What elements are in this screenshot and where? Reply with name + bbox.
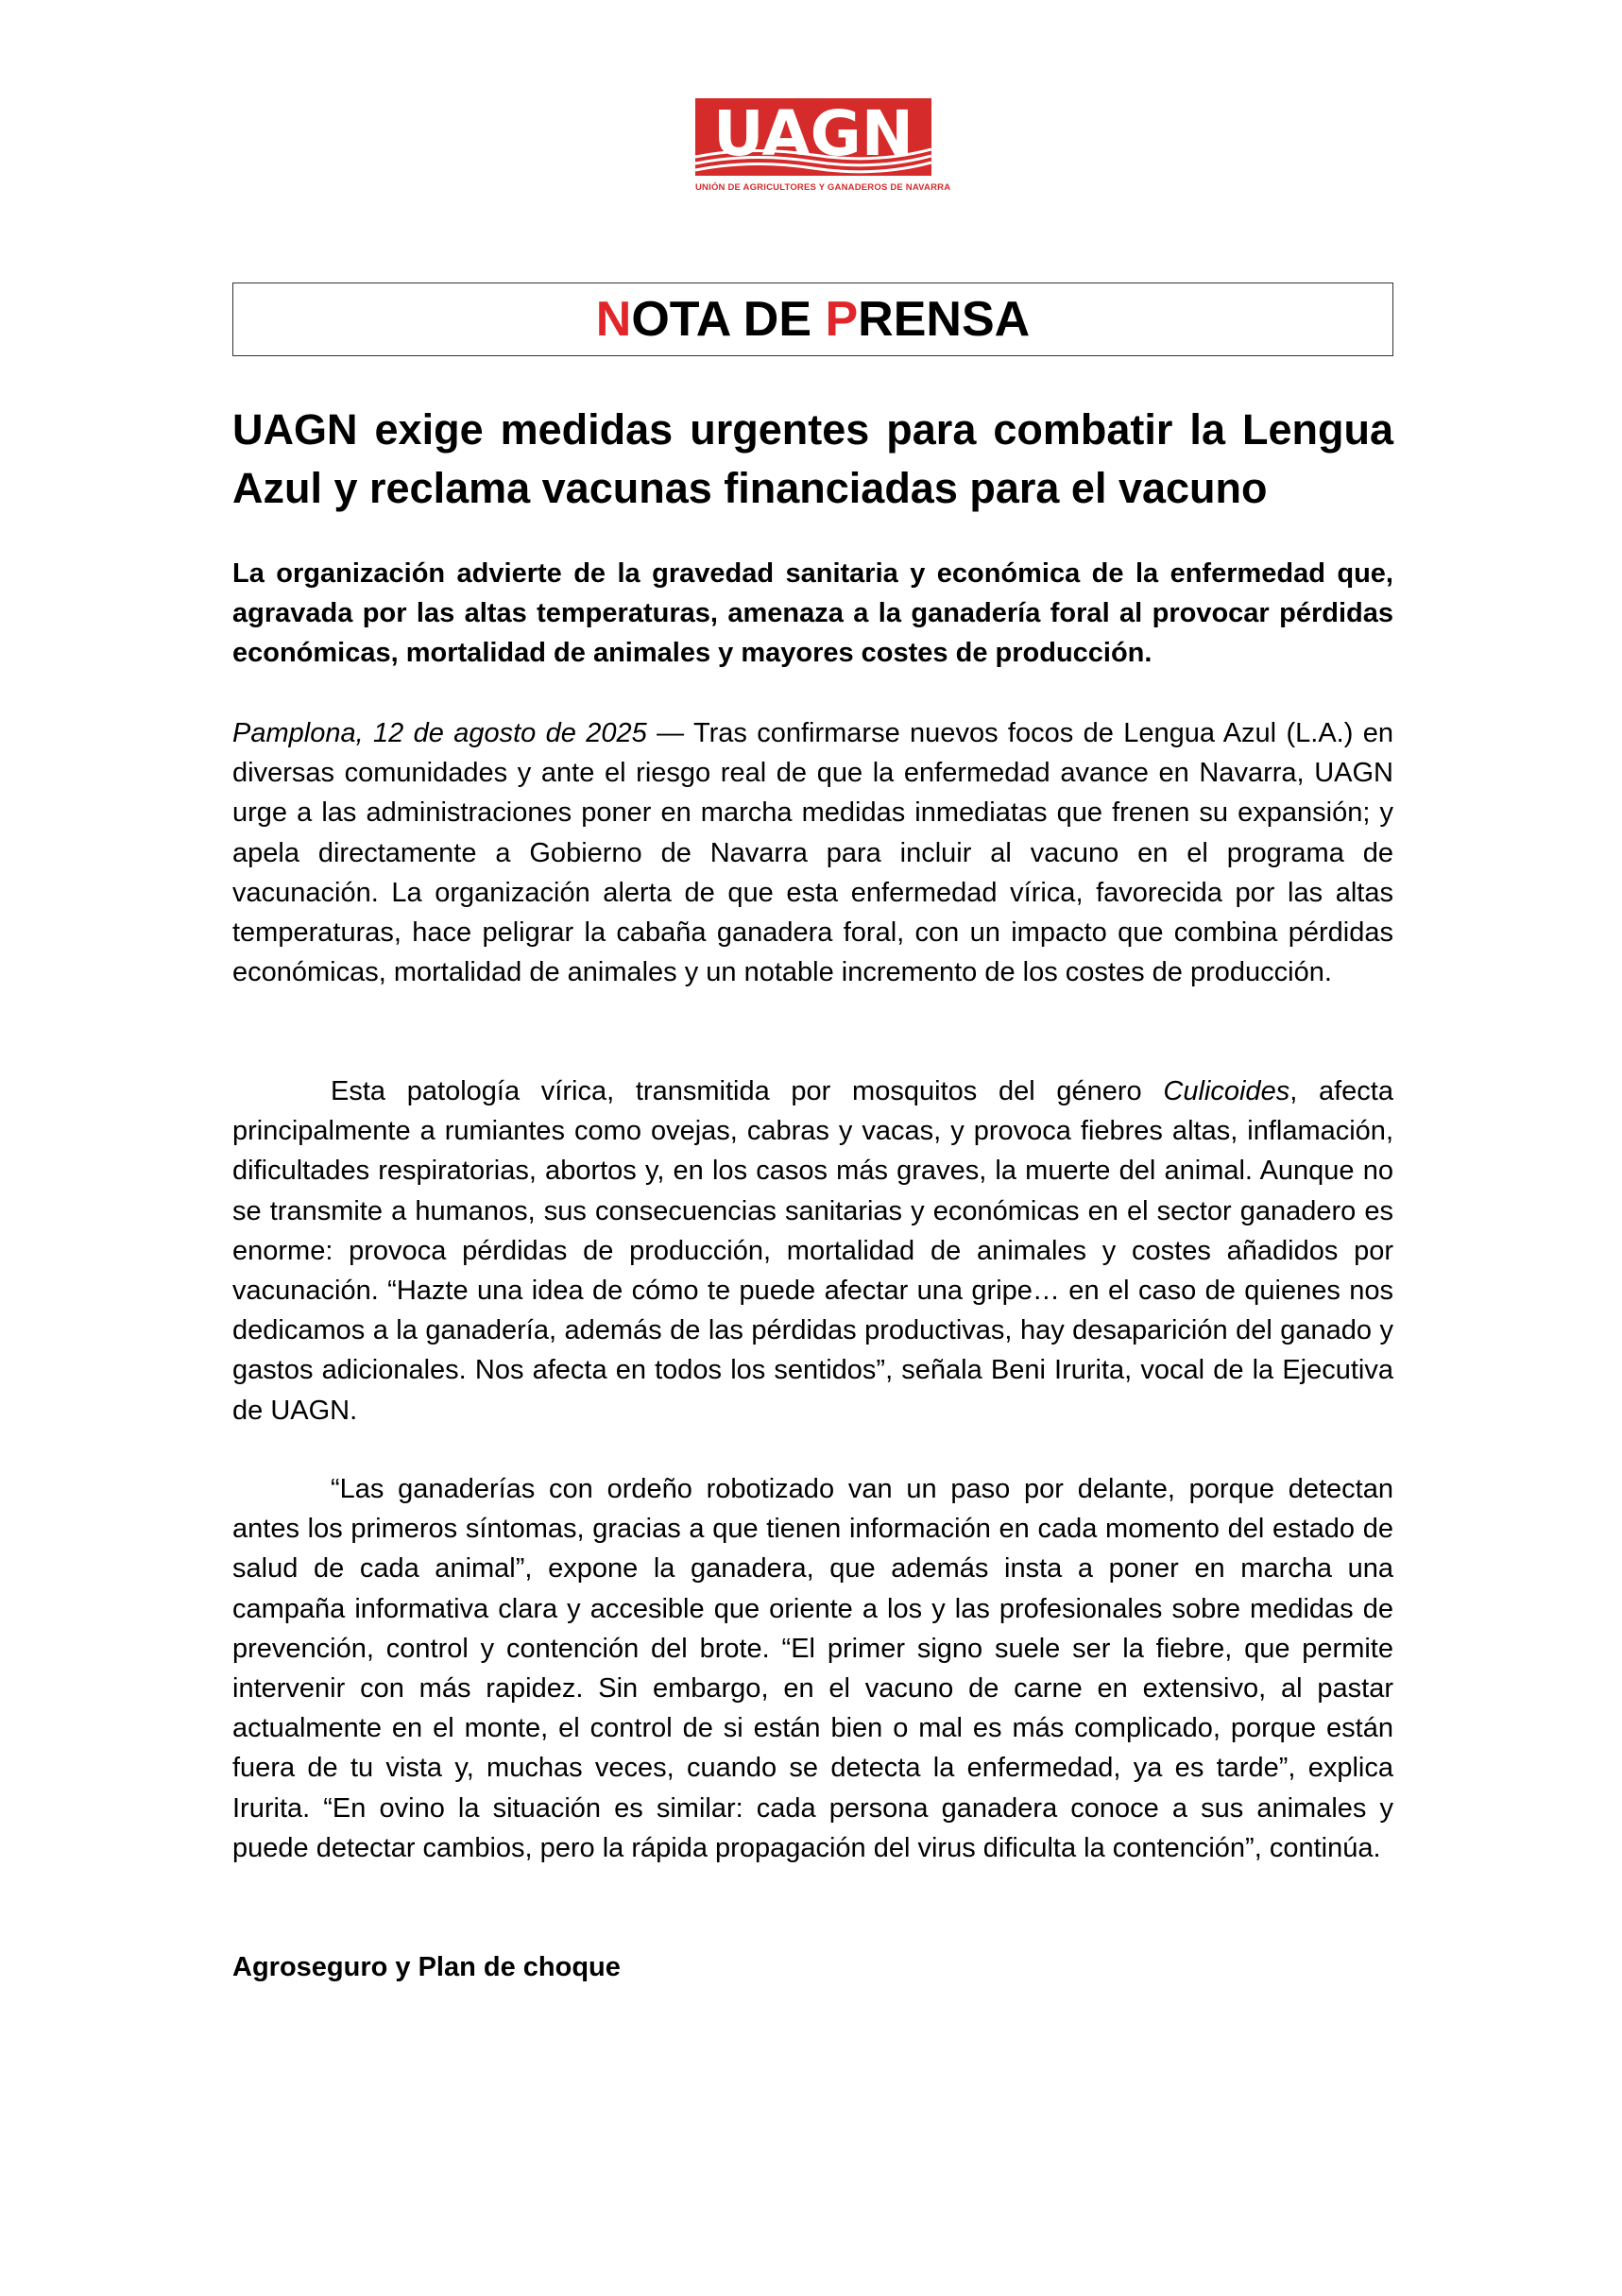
logo-wordmark: UAGN <box>712 98 914 170</box>
article-lead: La organización advierte de la gravedad sanitaria y económica de la enfermedad que, agravada por las altas temperaturas, amenaza a la ganadería foral al provocar pérdidas económicas, mortalidad de animales y mayores costes de producción. <box>232 558 1393 668</box>
title-initial-n: N <box>595 292 632 347</box>
logo-box <box>695 98 931 176</box>
title-part-1: OTA DE <box>631 292 826 347</box>
section-subheading: Agroseguro y Plan de choque <box>232 1952 621 1982</box>
press-release-title <box>596 291 1030 348</box>
paragraph-2-italic: Culicoides <box>1163 1076 1290 1106</box>
paragraph-2-after: , afecta principalmente a rumiantes como ovejas, cabras y vacas, y provoca fiebres altas, inflamación, dificultades respiratorias, abortos y, en los casos más graves, la muerte del animal. Aunque no se transmite a humanos, sus consecuencias sanitarias y económicas en el sector ganadero es enorme: provoca pérdidas de producción, mortalidad de animales y costes añadidos por vacunación. “Hazte una idea de cómo te puede afectar una gripe… en el caso de quienes nos dedicamos a la ganadería, además de las pérdidas productivas, hay desaparición del ganado y gastos adicionales. Nos afecta en todos los sentidos”, señala Beni Irurita, vocal de la Ejecutiva de UAGN. <box>232 1076 1393 1426</box>
logo-subtitle: UNIÓN DE AGRICULTORES Y GANADEROS DE NAVARRA <box>695 182 951 193</box>
paragraph-2-before: Esta patología vírica, transmitida por mosquitos del género <box>331 1076 1164 1106</box>
article-headline: UAGN exige medidas urgentes para combatir la Lengua Azul y reclama vacunas financiadas para el vacuno <box>232 405 1393 512</box>
paragraph-3: “Las ganaderías con ordeño robotizado van un paso por delante, porque detectan antes los primeros síntomas, gracias a que tienen información en cada momento del estado de salud de cada animal”, expone la ganadera, que además insta a poner en marcha una campaña informativa clara y accesible que oriente a los y las profesionales sobre medidas de prevención, control y contención del brote. “El primer signo suele ser la fiebre, que permite intervenir con más rapidez. Sin embargo, en el vacuno de carne en extensivo, al pastar actualmente en el monte, el control de si están bien o mal es más complicado, porque están fuera de tu vista y, muchas veces, cuando se detecta la enfermedad, ya es tarde”, explica Irurita. “En ovino la situación es similar: cada persona ganadera conoce a sus animales y puede detectar cambios, pero la rápida propagación del virus dificulta la contención”, continúa. <box>232 1474 1393 1863</box>
paragraph-1 <box>232 713 1393 992</box>
paragraph-1-text: — Tras confirmarse nuevos focos de Lengua Azul (L.A.) en diversas comunidades y ante el riesgo real de que la enfermedad avance en Navarra, UAGN urge a las administraciones poner en marcha medidas inmediatas que frenen su expansión; y apela directamente a Gobierno de Navarra para incluir al vacuno en el programa de vacunación. La organización alerta de que esta enfermedad vírica, favorecida por las altas temperaturas, hace peligrar la cabaña ganadera foral, con un impacto que combina pérdidas económicas, mortalidad de animales y un notable incremento de los costes de producción. <box>232 718 1393 988</box>
paragraph-2 <box>232 1071 1393 1431</box>
press-release-banner <box>232 283 1393 356</box>
title-part-2: RENSA <box>858 292 1031 347</box>
dateline: Pamplona, 12 de agosto de 2025 <box>232 718 647 748</box>
uagn-logo <box>695 98 951 204</box>
title-initial-p: P <box>825 292 859 347</box>
